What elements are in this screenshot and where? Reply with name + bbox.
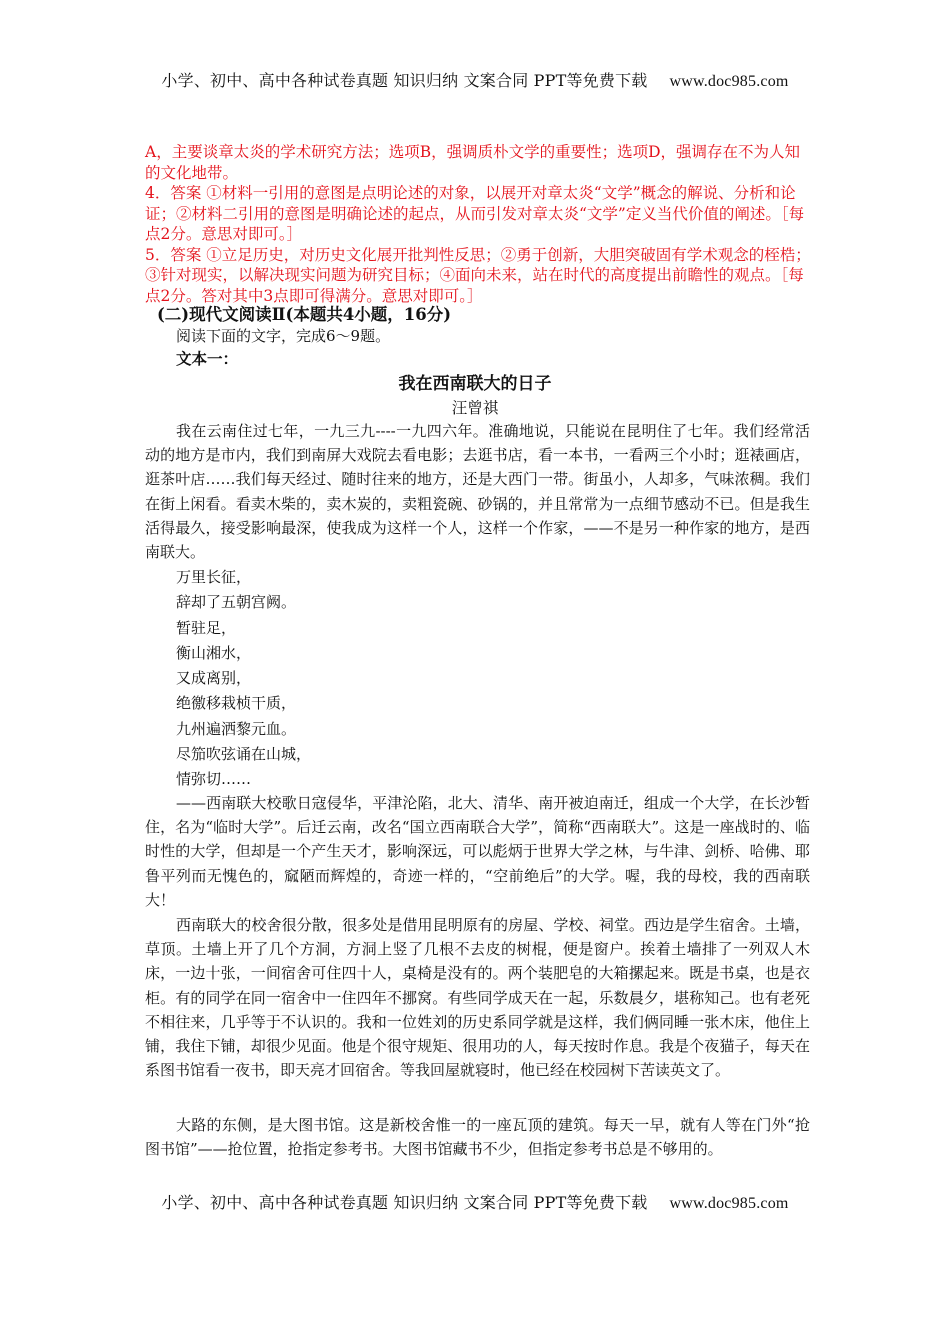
paragraph-text: ——西南联大校歌日寇侵华，平津沦陷，北大、清华、南开被迫南迁，组成一个大学，在长沙暂住，名为“临时大学”。后迁云南，改名“国立西南联合大学”，简称“西南联大”。这是一座战时的、临时性的大学，但却是一个产生天才，影响深远，可以彪炳于世界大学之林，与牛津、剑桥、哈佛、耶鲁平列而无愧色的，窳陋而辉煌的，奇迹一样的，“空前绝后”的大学。喔，我的母校，我的西南联大！: [145, 794, 810, 909]
lyric-line: 又成离别，: [176, 669, 252, 688]
lyric-line: 万里长征，: [176, 568, 252, 586]
header-url[interactable]: www.doc985.com: [669, 73, 789, 90]
article-paragraph-4: [145, 1113, 810, 1161]
article-paragraph-1: [145, 419, 810, 564]
header-text: 小学、初中、高中各种试卷真题 知识归纳 文案合同 PPT等免费下载: [161, 71, 648, 90]
lyric-line: 尽笳吹弦诵在山城，: [176, 745, 312, 764]
lyric-line: 辞却了五朝宫阙。: [176, 593, 297, 612]
paragraph-text: 西南联大的校舍很分散，很多处是借用昆明原有的房屋、学校、祠堂。西边是学生宿舍。土墙，草顶。土墙上开了几个方洞，方洞上竖了几根不去皮的树棍，便是窗户。挨着土墙排了一列双人木床，一边十张，一间宿舍可住四十人，桌椅是没有的。两个装肥皂的大箱摞起来。既是书桌，也是衣柜。有的同学在同一宿舍中一住四年不挪窝。有些同学成天在一起，乐数晨夕，堪称知己。也有老死不相往来，几乎等于不认识的。我和一位姓刘的历史系同学就是这样，我们俩同睡一张木床，他住上铺，我住下铺，却很少见面。他是个很守规矩、很用功的人，每天按时作息。我是个夜猫子，每天在系图书馆看一夜书，即天亮才回宿舍。等我回屋就寝时，他已经在校园树下苦读英文了。: [145, 916, 810, 1080]
paragraph-text: 大路的东侧，是大图书馆。这是新校舍惟一的一座瓦顶的建筑。每天一早，就有人等在门外“抢图书馆”——抢位置，抢指定参考书。大图书馆藏书不少，但指定参考书总是不够用的。: [145, 1116, 810, 1159]
lyric-line: 衡山湘水，: [176, 643, 252, 662]
paragraph-text: 我在云南住过七年，一九三九----一九四六年。准确地说，只能说在昆明住了七年。我们经常活动的地方是市内，我们到南屏大戏院去看电影；去逛书店，看一本书，一看两三个小时；逛裱画店，逛茶叶店……我们每天经过、随时往来的地方，还是大西门一带。街虽小，人却多，气味浓稠。我们在街上闲看。看卖木柴的，卖木炭的，卖粗瓷碗、砂锅的，并且常常为一点细节感动不已。但是我生活得最久，接受影响最深，使我成为这样一个人，这样一个作家，——不是另一种作家的地方，是西南联大。: [145, 422, 810, 562]
section-heading: (二)现代文阅读Ⅱ(本题共4小题，16分): [157, 305, 452, 324]
section-instruction: 阅读下面的文字，完成6～9题。: [176, 327, 391, 345]
article-title: 我在西南联大的日子: [398, 374, 552, 394]
answer-q4: 4．答案 ①材料一引用的意图是点明论述的对象，以展开对章太炎“文学”概念的解说、分析和论证；②材料二引用的意图是明确论述的起点，从而引发对章太炎“文学”定义当代价值的阐述。［每点2分。意思对即可。］: [145, 184, 805, 243]
page-footer: [0, 1190, 950, 1213]
text-one-label: 文本一：: [176, 349, 239, 368]
lyric-line: 情弥切……: [176, 770, 252, 789]
lyric-line: 暂驻足，: [176, 618, 237, 637]
lyric-line: 绝徼移栽桢干质，: [176, 694, 297, 713]
answer-block: [145, 142, 815, 306]
footer-text: 小学、初中、高中各种试卷真题 知识归纳 文案合同 PPT等免费下载: [161, 1193, 648, 1212]
article-author: 汪曾祺: [451, 399, 499, 417]
footer-url[interactable]: www.doc985.com: [669, 1195, 789, 1212]
article-paragraph-3: [145, 913, 810, 1082]
article-paragraph-2: [145, 791, 810, 912]
lyric-line: 九州遍洒黎元血。: [176, 719, 297, 738]
song-lyrics: [176, 565, 311, 793]
page-header: [0, 68, 950, 91]
answer-line-a: A，主要谈章太炎的学术研究方法；选项B，强调质朴文学的重要性；选项D，强调存在不为人知的文化地带。: [145, 143, 801, 182]
answer-q5: 5．答案 ①立足历史，对历史文化展开批判性反思；②勇于创新，大胆突破固有学术观念的桎梏；③针对现实，以解决现实问题为研究目标；④面向未来，站在时代的高度提出前瞻性的观点。［每点2分。答对其中3点即可得满分。意思对即可。］: [145, 245, 811, 305]
